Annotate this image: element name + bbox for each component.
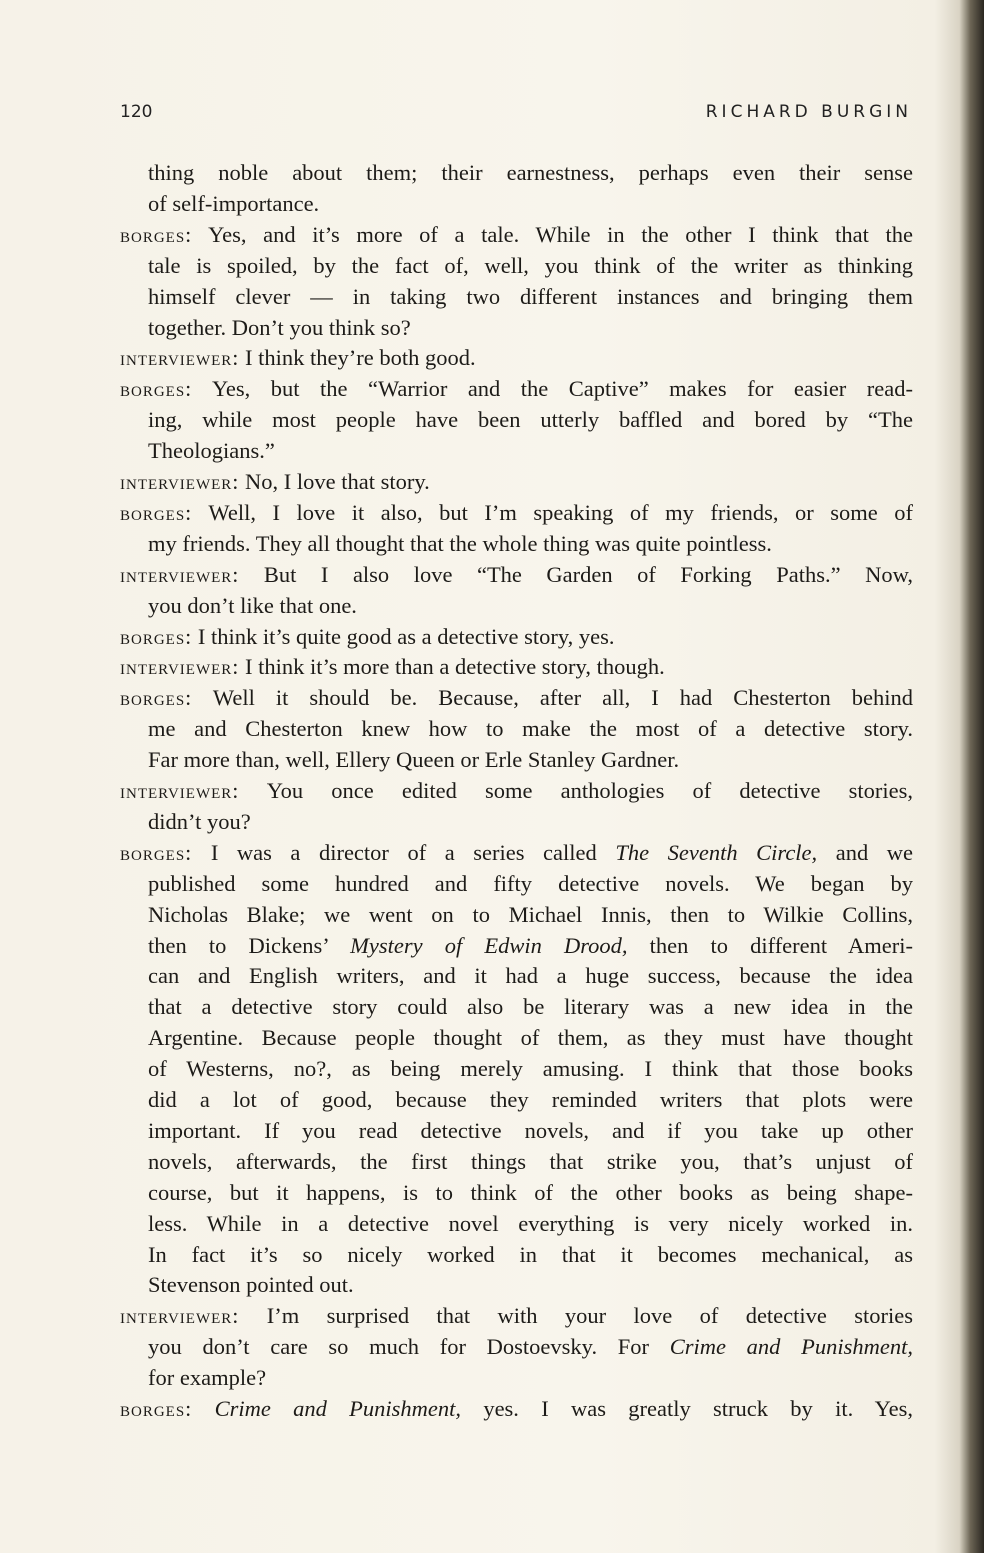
text-segment: of self-importance. xyxy=(148,190,320,216)
text-line xyxy=(148,1178,913,1208)
text-line xyxy=(148,1054,913,1084)
text-segment: I think they’re both good. xyxy=(245,345,476,371)
speaker-label: interviewer: xyxy=(120,1303,240,1329)
text-segment: together. Don’t you think so? xyxy=(148,314,411,340)
speaker-label: borges: xyxy=(120,1396,193,1421)
speaker-label: borges: xyxy=(120,376,193,402)
text-line xyxy=(120,343,913,373)
text-line xyxy=(120,220,913,250)
italic-title: The Seventh Circle, xyxy=(615,839,818,865)
text-segment: yes. I was greatly struck by it. Yes, xyxy=(461,1396,914,1421)
text-segment: Well it should be. Because, after all, I had Chesterton behind xyxy=(212,685,914,711)
text-line xyxy=(120,1301,913,1331)
text-segment: me and Chesterton knew how to make the most of a detective story. xyxy=(148,716,913,742)
text-line xyxy=(148,807,913,837)
text-line xyxy=(148,992,913,1022)
running-head: RICHARD BURGIN xyxy=(705,102,912,122)
text-segment: I think it’s more than a detective story, though. xyxy=(245,654,665,680)
text-line xyxy=(148,251,913,281)
text-line xyxy=(148,189,913,219)
text-segment: tale is spoiled, by the fact of, well, you think of the writer as thinking xyxy=(148,252,913,278)
speaker-label: interviewer: xyxy=(120,345,240,371)
text-line xyxy=(148,436,913,466)
text-line xyxy=(148,1363,913,1393)
text-segment: You once edited some anthologies of detective stories, xyxy=(266,778,914,803)
text-line xyxy=(148,1209,913,1239)
text-segment: my friends. They all thought that the whole thing was quite pointless. xyxy=(148,530,772,556)
text-segment: Theologians.” xyxy=(148,438,275,464)
text-segment: Stevenson pointed out. xyxy=(148,1272,354,1298)
text-segment: course, but it happens, is to think of the other books as being shape- xyxy=(148,1179,913,1205)
text-line xyxy=(120,776,913,806)
text-segment: Yes, but the “Warrior and the Captive” makes for easier read- xyxy=(211,376,913,402)
text-segment: didn’t you? xyxy=(148,808,251,834)
text-segment: novels, afterwards, the first things that strike you, that’s unjust of xyxy=(148,1148,913,1174)
text-line xyxy=(148,1332,913,1362)
text-segment: then to different Ameri- xyxy=(627,932,913,958)
text-segment: for example? xyxy=(148,1365,267,1391)
text-line xyxy=(148,745,913,775)
text-segment: you don’t like that one. xyxy=(148,592,357,618)
text-line xyxy=(148,1116,913,1146)
text-line xyxy=(148,405,913,435)
text-line xyxy=(148,158,913,188)
text-line xyxy=(148,1023,913,1053)
text-segment: and we xyxy=(817,839,913,865)
speaker-label: borges: xyxy=(120,839,193,865)
text-segment: ing, while most people have been utterly baffled and bored by “The xyxy=(148,407,913,433)
text-segment: Nicholas Blake; we went on to Michael Innis, then to Wilkie Collins, xyxy=(148,901,913,927)
text-line xyxy=(148,529,913,559)
text-segment: can and English writers, and it had a huge success, because the idea xyxy=(148,963,913,989)
text-segment: himself clever — in taking two different instances and bringing them xyxy=(148,283,913,309)
text-segment: published some hundred and fifty detective novels. We began by xyxy=(148,870,913,896)
text-line xyxy=(148,1147,913,1177)
text-line xyxy=(148,931,913,961)
text-line xyxy=(120,467,913,497)
text-line xyxy=(120,652,913,682)
text-segment: then to Dickens’ xyxy=(148,932,351,958)
text-segment: that a detective story could also be literary was a new idea in the xyxy=(148,994,913,1020)
text-segment: important. If you read detective novels, and if you take up other xyxy=(148,1117,913,1143)
text-line xyxy=(148,1270,913,1300)
speaker-label: interviewer: xyxy=(120,654,240,680)
text-line xyxy=(148,961,913,991)
speaker-label: interviewer: xyxy=(120,778,240,803)
text-line xyxy=(148,282,913,312)
italic-title: Crime and Punishment, xyxy=(669,1334,913,1360)
page-number: 120 xyxy=(120,102,153,122)
speaker-label: interviewer: xyxy=(120,469,240,494)
text-segment: In fact it’s so nicely worked in that it becomes mechanical, as xyxy=(148,1241,913,1267)
text-line xyxy=(148,591,913,621)
text-segment: Yes, and it’s more of a tale. While in the other I think that the xyxy=(208,221,913,247)
speaker-label: interviewer: xyxy=(120,561,240,587)
italic-title: Crime and Punishment, xyxy=(214,1396,462,1421)
text-line xyxy=(148,900,913,930)
text-line xyxy=(148,313,913,343)
text-segment: No, I love that story. xyxy=(245,469,430,494)
text-segment: less. While in a detective novel everything is very nicely worked in. xyxy=(148,1210,913,1236)
text-segment: did a lot of good, because they reminded writers that plots were xyxy=(148,1087,913,1112)
speaker-label: borges: xyxy=(120,685,193,711)
text-segment: I think it’s quite good as a detective story, yes. xyxy=(197,623,615,649)
text-line xyxy=(120,1394,913,1424)
speaker-label: borges: xyxy=(120,499,193,525)
text-line xyxy=(120,683,913,713)
text-segment: of Westerns, no?, as being merely amusing. I think that those books xyxy=(148,1056,913,1082)
text-line xyxy=(120,838,913,868)
text-segment: Argentine. Because people thought of them, as they must have thought xyxy=(148,1025,913,1051)
italic-title: Mystery of Edwin Drood, xyxy=(350,932,628,958)
text-segment: Far more than, well, Ellery Queen or Erle Stanley Gardner. xyxy=(148,747,680,773)
text-line xyxy=(148,714,913,744)
text-segment: you don’t care so much for Dostoevsky. For xyxy=(148,1334,670,1360)
text-line xyxy=(120,498,913,528)
text-line xyxy=(120,622,913,652)
speaker-label: borges: xyxy=(120,221,193,247)
text-segment: But I also love “The Garden of Forking Paths.” Now, xyxy=(263,561,913,587)
text-line xyxy=(148,1240,913,1270)
text-line xyxy=(148,869,913,899)
text-line xyxy=(120,374,913,404)
text-segment: I was a director of a series called xyxy=(210,839,616,865)
speaker-label: borges: xyxy=(120,623,193,649)
text-segment: Well, I love it also, but I’m speaking of my friends, or some of xyxy=(208,499,913,525)
text-segment: I’m surprised that with your love of detective stories xyxy=(266,1303,913,1329)
text-line xyxy=(148,1085,913,1115)
text-segment: thing noble about them; their earnestness, perhaps even their sense xyxy=(148,160,913,185)
text-line xyxy=(120,560,913,590)
